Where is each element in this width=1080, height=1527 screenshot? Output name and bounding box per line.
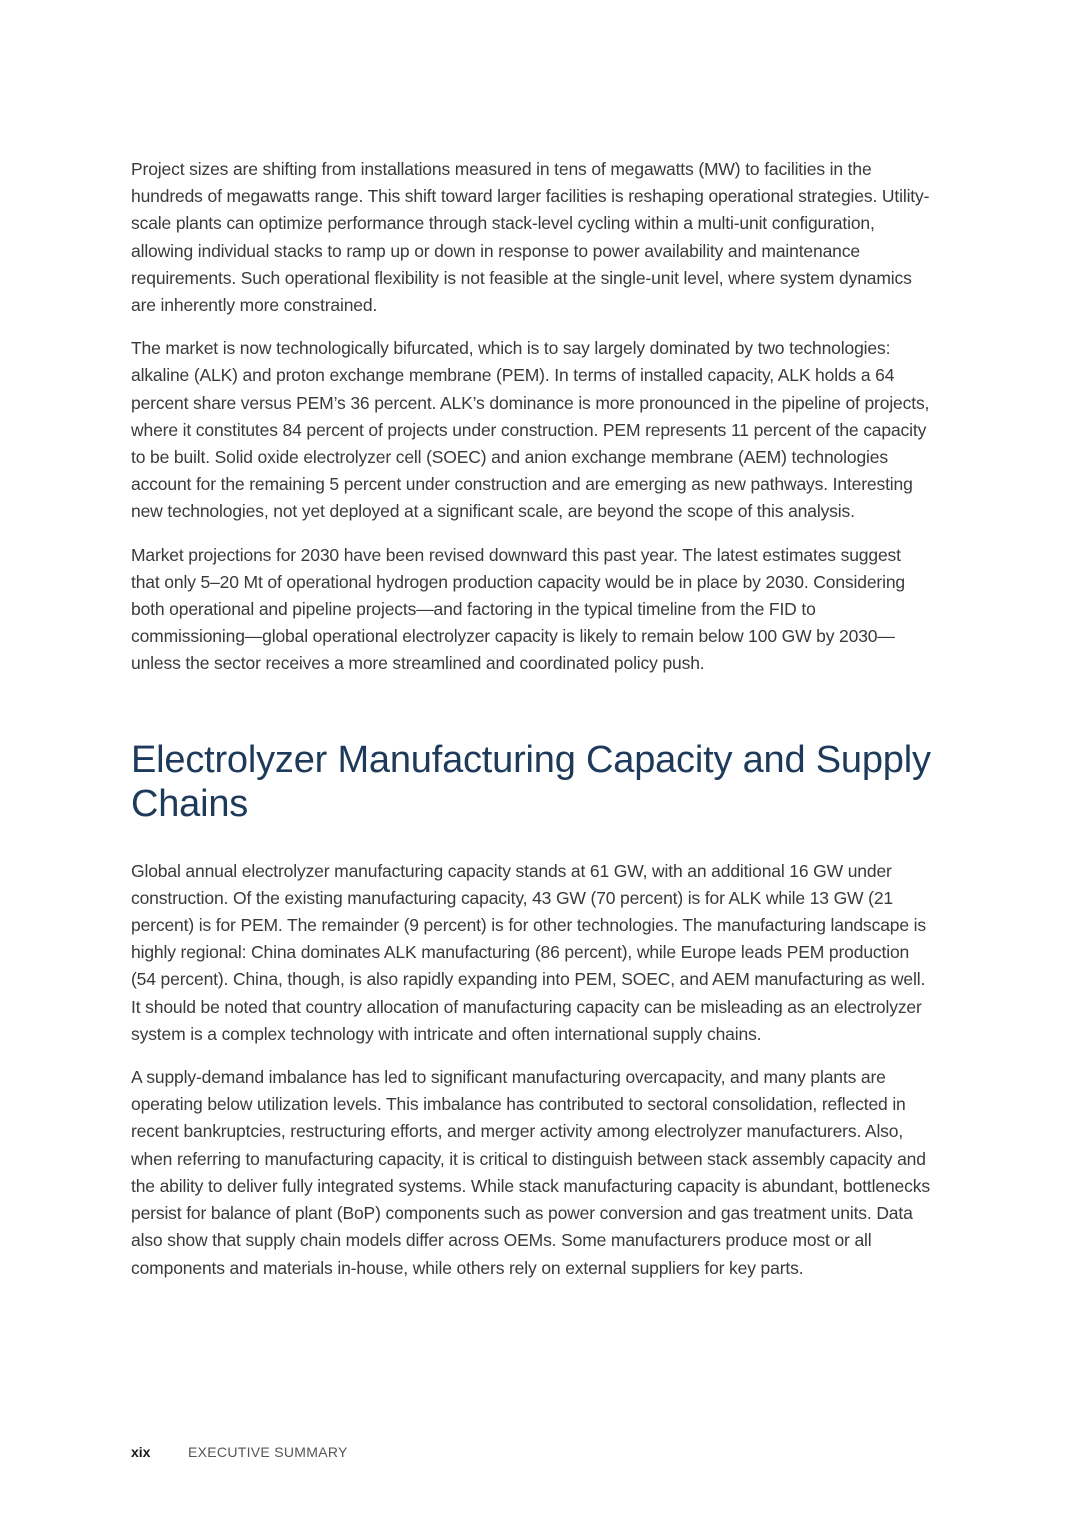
paragraph-market-projections: Market projections for 2030 have been revised downward this past year. The latest estimates suggest that only 5–20 Mt of operational hydrogen production capacity would be in place by 2030. Considering both operational and pipeline projects—and factoring in the typical timeline from the FID to commissioning—global operational electrolyzer capacity is likely to remain below 100 GW by 2030—unless the sector receives a more streamlined and coordinated policy push.	[131, 544, 905, 674]
paragraph-market-technologies: The market is now technologically bifurcated, which is to say largely dominated by two technologies: alkaline (ALK) and proton exchange membrane (PEM). In terms of installed capacity, ALK holds a 64 percent share versus PEM’s 36 percent. ALK’s dominance is more pronounced in the pipeline of projects, where it constitutes 84 percent of projects under construction. PEM represents 11 percent of the capacity to be built. Solid oxide electrolyzer cell (SOEC) and anion exchange membrane (AEM) technologies account for the remaining 5 percent under construction and are emerging as new pathways. Interesting new technologies, not yet deployed at a significant scale, are beyond the scope of this analysis.	[131, 338, 930, 522]
page-footer	[131, 1444, 348, 1460]
section-heading: Electrolyzer Manufacturing Capacity and Supply Chains	[131, 738, 931, 825]
page-content	[131, 156, 931, 1298]
page-number: xix	[131, 1444, 151, 1460]
footer-section-label: EXECUTIVE SUMMARY	[188, 1444, 348, 1460]
paragraph-manufacturing-capacity: Global annual electrolyzer manufacturing capacity stands at 61 GW, with an additional 16 GW under construction. Of the existing manufacturing capacity, 43 GW (70 percent) is for ALK while 13 GW (21 percent) is for PEM. The remainder (9 percent) is for other technologies. The manufacturing landscape is highly regional: China dominates ALK manufacturing (86 percent), while Europe leads PEM production (54 percent). China, though, is also rapidly expanding into PEM, SOEC, and AEM manufacturing as well. It should be noted that country allocation of manufacturing capacity can be misleading as an electrolyzer system is a complex technology with intricate and often international supply chains.	[131, 860, 926, 1044]
paragraph-supply-demand: A supply-demand imbalance has led to significant manufacturing overcapacity, and many plants are operating below utilization levels. This imbalance has contributed to sectoral consolidation, reflected in recent bankruptcies, restructuring efforts, and merger activity among electrolyzer manufacturers. Also, when referring to manufacturing capacity, it is critical to distinguish between stack assembly capacity and the ability to deliver fully integrated systems. While stack manufacturing capacity is abundant, bottlenecks persist for balance of plant (BoP) components such as power conversion and gas treatment units. Data also show that supply chain models differ across OEMs. Some manufacturers produce most or all components and materials in-house, while others rely on external suppliers for key parts.	[131, 1067, 930, 1278]
paragraph-project-sizes: Project sizes are shifting from installations measured in tens of megawatts (MW) to facilities in the hundreds of megawatts range. This shift toward larger facilities is reshaping operational strategies. Utility-scale plants can optimize performance through stack-level cycling within a multi-unit configuration, allowing individual stacks to ramp up or down in response to power availability and maintenance requirements. Such operational flexibility is not feasible at the single-unit level, where system dynamics are inherently more constrained.	[131, 159, 930, 316]
